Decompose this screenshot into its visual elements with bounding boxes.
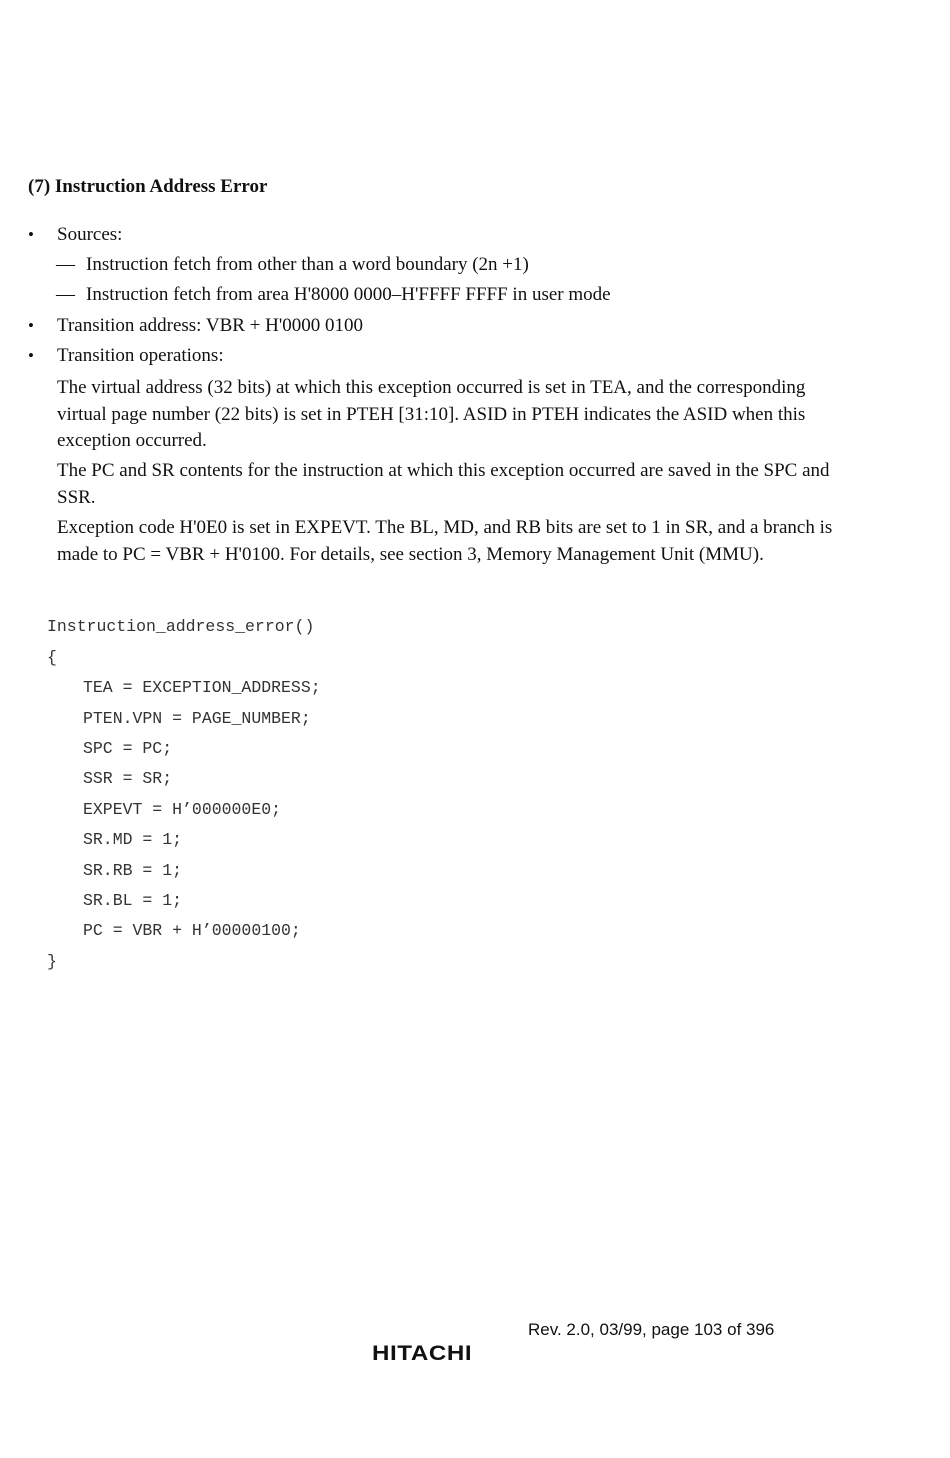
transition-address: Transition address: VBR + H'0000 0100 — [57, 315, 364, 336]
code-line: EXPEVT = H’000000E0; — [83, 800, 282, 819]
section-heading: (7) Instruction Address Error — [28, 176, 268, 197]
code-line: SR.MD = 1; — [83, 830, 183, 849]
footer-revision: Rev. 2.0, 03/99, page 103 of 396 — [528, 1320, 775, 1339]
code-line: SR.BL = 1; — [83, 891, 183, 910]
source-item-1: Instruction fetch from other than a word boundary (2n +1) — [86, 254, 529, 275]
bullet-dot: • — [28, 346, 34, 365]
bullet-dot: • — [28, 316, 34, 335]
dash-marker: — — [56, 284, 75, 305]
source-item-2: Instruction fetch from area H'8000 0000–H'FFFF FFFF in user mode — [86, 284, 611, 305]
code-line: SPC = PC; — [83, 739, 173, 758]
code-line: TEA = EXCEPTION_ADDRESS; — [83, 678, 321, 697]
code-line: PC = VBR + H’00000100; — [83, 921, 301, 940]
paragraph-pc-sr: The PC and SR contents for the instruction at which this exception occurred are saved in the SPC and SSR. — [57, 460, 830, 508]
code-line: SR.RB = 1; — [83, 861, 183, 880]
code-open-brace: { — [47, 648, 57, 667]
hitachi-logo: HITACHI — [372, 1342, 473, 1365]
sources-label: Sources: — [57, 224, 123, 245]
bullet-dot: • — [28, 225, 34, 244]
code-line: SSR = SR; — [83, 769, 173, 788]
paragraph-exception-code: Exception code H'0E0 is set in EXPEVT. The BL, MD, and RB bits are set to 1 in SR, and a branch is made to PC = VBR + H'0100. For details, see section 3, Memory Management Unit (MMU). — [57, 517, 833, 565]
transition-operations-label: Transition operations: — [57, 345, 224, 366]
code-line: PTEN.VPN = PAGE_NUMBER; — [83, 709, 311, 728]
dash-marker: — — [56, 254, 75, 275]
code-close-brace: } — [47, 952, 57, 971]
paragraph-virtual-address: The virtual address (32 bits) at which this exception occurred is set in TEA, and the corresponding virtual page number (22 bits) is set in PTEH [31:10]. ASID in PTEH indicates the ASID when this exception occurred. — [57, 377, 806, 451]
code-function-signature: Instruction_address_error() — [47, 617, 315, 636]
